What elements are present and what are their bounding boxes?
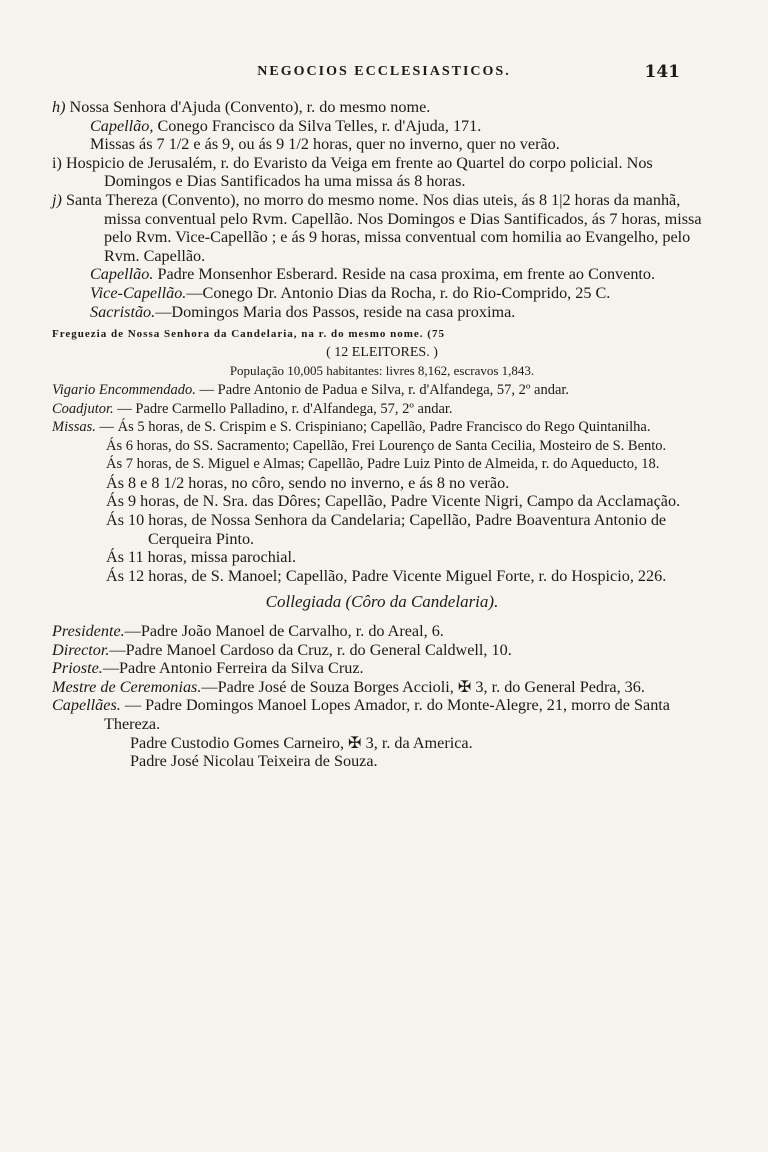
collegiada-presidente-text: —Padre João Manoel de Carvalho, r. do Areal, 6.: [124, 622, 444, 641]
page-number: 141: [644, 62, 680, 82]
parish-heading: Freguezia de Nossa Senhora da Candelaria, na r. do mesmo nome. (75: [52, 328, 445, 341]
collegiada-title: Collegiada (Côro da Candelaria).: [265, 592, 499, 612]
collegiada-director-text: —Padre Manoel Cardoso da Cruz, r. do General Caldwell, 10.: [109, 640, 512, 659]
entry-i: [52, 154, 712, 191]
running-head: [0, 64, 768, 94]
collegiada-mestre-text: —Padre José de Souza Borges Accioli, ✠ 3, r. do General Pedra, 36.: [201, 677, 645, 696]
entry-i-marker: i): [52, 153, 62, 172]
entry-h-marker: h): [52, 98, 66, 116]
entry-i-text: Hospicio de Jerusalém, r. do Evaristo da Veiga em frente ao Quartel do corpo policial. Nos Domingos e Dias Santificados ha uma missa ás 8 horas.: [65, 153, 653, 191]
entry-h: [52, 98, 712, 117]
mass-item: Ás 11 horas, missa parochial.: [106, 548, 297, 567]
entry-j-sacristao-label: Sacristão.: [90, 302, 156, 321]
parish-missas-first: — Ás 5 horas, de S. Crispim e S. Crispiniano; Capellão, Padre Francisco do Rego Quintanilha.: [99, 419, 651, 436]
entry-j-vice: [52, 284, 712, 303]
entry-j: [52, 191, 712, 265]
entry-h-capellao-label: Capellão,: [90, 116, 154, 135]
collegiada-director: [52, 641, 712, 660]
mass-item: Ás 8 e 8 1/2 horas, no côro, sendo no inverno, e ás 8 no verão.: [106, 473, 510, 492]
parish-coadjutor: [52, 400, 712, 419]
collegiada-mestre: [52, 678, 712, 697]
collegiada-prioste-label: Prioste.: [52, 659, 103, 678]
mass-item: Ás 10 horas, de Nossa Senhora da Candelaria; Capellão, Padre Boaventura Antonio de Cerqueira Pinto.: [106, 511, 667, 548]
parish-electors: ( 12 ELEITORES. ): [326, 344, 438, 360]
entry-h-capellao: [52, 117, 712, 136]
parish-coadjutor-label: Coadjutor.: [52, 400, 114, 417]
mass-item: Ás 7 horas, de S. Miguel e Almas; Capellão, Padre Luiz Pinto de Almeida, r. do Aqueducto, 18.: [106, 456, 660, 473]
collegiada-presidente-label: Presidente.: [52, 622, 125, 641]
entry-j-vice-label: Vice-Capellão.: [90, 283, 187, 302]
mass-item: Ás 12 horas, de S. Manoel; Capellão, Padre Vicente Miguel Forte, r. do Hospicio, 226.: [106, 566, 667, 585]
collegiada-director-label: Director.: [52, 640, 110, 659]
capellao-item: Padre Custodio Gomes Carneiro, ✠ 3, r. da America.: [130, 733, 473, 752]
collegiada-capellaes-first: — Padre Domingos Manoel Lopes Amador, r. do Monte-Alegre, 21, morro de Santa Thereza.: [104, 696, 670, 733]
parish-vigario-text: — Padre Antonio de Padua e Silva, r. d'Alfandega, 57, 2º andar.: [199, 381, 570, 398]
collegiada-presidente: [52, 622, 712, 641]
mass-item: Ás 9 horas, de N. Sra. das Dôres; Capellão, Padre Vicente Nigri, Campo da Acclamação.: [106, 492, 681, 511]
page-body: [52, 98, 712, 771]
parish-vigario: [52, 381, 712, 400]
entry-j-capellao: [52, 265, 712, 284]
collegiada-capellaes-label: Capellães.: [52, 696, 121, 715]
entry-j-sacristao: [52, 303, 712, 322]
entry-h-capellao-text: Conego Francisco da Silva Telles, r. d'Ajuda, 171.: [157, 116, 482, 135]
entry-h-line: Nossa Senhora d'Ajuda (Convento), r. do mesmo nome.: [69, 98, 431, 116]
parish-missas-label: Missas.: [52, 419, 96, 436]
capellao-item: Padre José Nicolau Teixeira de Souza.: [130, 752, 378, 771]
collegiada-prioste: [52, 659, 712, 678]
entry-j-vice-text: —Conego Dr. Antonio Dias da Rocha, r. do Rio-Comprido, 25 C.: [186, 283, 611, 302]
entry-j-text: Santa Thereza (Convento), no morro do mesmo nome. Nos dias uteis, ás 8 1|2 horas da manhã, missa conventual pelo Rvm. Capellão. Nos Domingos e Dias Santificados, ás 7 horas, missa pelo Rvm. Vice-Capellão ; e ás 9 horas, missa conventual com homilia ao Evangelho, pelo Rvm. Capellão.: [65, 190, 702, 265]
running-head-title: NEGOCIOS ECCLESIASTICOS.: [257, 64, 511, 79]
mass-item: Ás 6 horas, do SS. Sacramento; Capellão, Frei Lourenço de Santa Cecilia, Mosteiro de S. Bento.: [106, 437, 667, 454]
entry-j-capellao-text: Padre Monsenhor Esberard. Reside na casa proxima, em frente ao Convento.: [157, 265, 656, 284]
parish-missas: [52, 418, 712, 437]
entry-j-capellao-label: Capellão.: [90, 265, 154, 284]
entry-h-missas: Missas ás 7 1/2 e ás 9, ou ás 9 1/2 horas, quer no inverno, quer no verão.: [90, 135, 560, 154]
collegiada-mestre-label: Mestre de Ceremonias.: [52, 677, 202, 696]
parish-vigario-label: Vigario Encommendado.: [52, 381, 196, 398]
entry-j-marker: j): [52, 190, 62, 209]
collegiada-capellaes: [52, 696, 712, 733]
collegiada-prioste-text: —Padre Antonio Ferreira da Silva Cruz.: [102, 659, 364, 678]
entry-j-sacristao-text: —Domingos Maria dos Passos, reside na casa proxima.: [155, 302, 516, 321]
parish-coadjutor-text: — Padre Carmello Palladino, r. d'Alfandega, 57, 2º andar.: [117, 400, 453, 417]
parish-population: População 10,005 habitantes: livres 8,162, escravos 1,843.: [229, 363, 535, 379]
